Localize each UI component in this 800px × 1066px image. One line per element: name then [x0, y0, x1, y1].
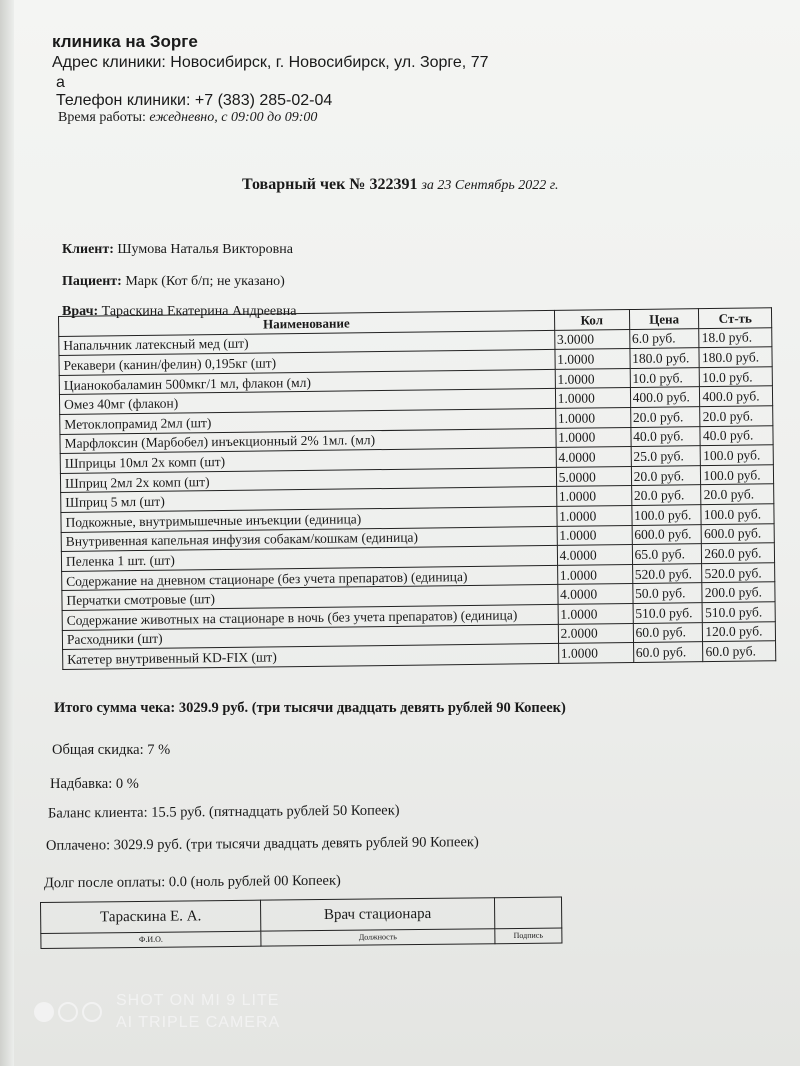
item-qty-cell: 1.0000	[558, 603, 633, 624]
watermark-text	[116, 990, 280, 1034]
item-sum-cell: 100.0 руб.	[701, 465, 774, 485]
doctor-label: Врач:	[62, 304, 99, 319]
position-caption: Должность	[261, 929, 495, 946]
item-qty-cell: 1.0000	[558, 643, 633, 664]
item-qty-cell: 1.0000	[557, 525, 632, 546]
patient-label: Пациент:	[62, 274, 122, 289]
markup-line: Надбавка: 0 %	[50, 776, 139, 792]
item-qty-cell: 5.0000	[556, 466, 631, 487]
item-price-cell: 100.0 руб.	[632, 505, 702, 525]
item-name-cell: Метоклопрамид 2мл (шт)	[60, 408, 556, 434]
signer-name: Тараскина Е. А.	[41, 900, 261, 933]
item-price-cell: 10.0 руб.	[630, 367, 700, 387]
item-price-cell: 600.0 руб.	[632, 524, 702, 544]
patient-name: Марк (Кот б/п; не указано)	[125, 274, 285, 289]
item-qty-cell: 1.0000	[556, 486, 631, 507]
patient-line	[62, 274, 285, 290]
doctor-name: Тараскина Екатерина Андреевна	[101, 304, 297, 319]
item-price-cell: 510.0 руб.	[633, 603, 703, 623]
total-amount: Итого сумма чека: 3029.9 руб. (три тысячи двадцать девять рублей 90 Копеек)	[54, 700, 566, 716]
item-qty-cell: 1.0000	[557, 505, 632, 526]
name-caption: Ф.И.О.	[41, 931, 261, 948]
item-qty-cell: 1.0000	[556, 427, 631, 448]
item-qty-cell: 1.0000	[557, 564, 632, 585]
item-sum-cell: 100.0 руб.	[701, 445, 774, 465]
item-name-cell: Шприц 2мл 2х комп (шт)	[60, 467, 556, 493]
discount-line: Общая скидка: 7 %	[52, 742, 171, 758]
watermark-line-2: AI TRIPLE CAMERA	[116, 1014, 281, 1031]
item-sum-cell: 100.0 руб.	[701, 504, 774, 524]
item-price-cell: 6.0 руб.	[629, 328, 699, 348]
hours-label: Время работы:	[58, 110, 146, 125]
clinic-name: клиника на Зорге	[52, 32, 198, 51]
hours-value: ежедневно, с 09:00 до 09:00	[149, 110, 318, 125]
item-sum-cell: 510.0 руб.	[702, 602, 775, 622]
signer-signature	[494, 897, 562, 929]
item-qty-cell: 1.0000	[555, 349, 630, 370]
item-name-cell: Шприц 5 мл (шт)	[61, 487, 557, 513]
item-qty-cell: 4.0000	[556, 447, 631, 468]
header-sum: Ст-ть	[699, 308, 772, 328]
receipt-date: за 23 Сентябрь 2022 г.	[421, 178, 559, 193]
camera-dots-icon	[34, 1002, 102, 1022]
item-name-cell: Перчатки смотровые (шт)	[62, 585, 558, 611]
item-sum-cell: 400.0 руб.	[700, 386, 773, 406]
item-name-cell: Напальчник латексный мед (шт)	[59, 330, 555, 356]
item-sum-cell: 600.0 руб.	[701, 523, 774, 543]
item-name-cell: Содержание животных на стационаре в ночь (без учета препаратов) (единица)	[62, 604, 558, 630]
item-sum-cell: 260.0 руб.	[702, 543, 775, 563]
dot-ring-icon	[58, 1002, 78, 1022]
clinic-phone: Телефон клиники: +7 (383) 285-02-04	[56, 92, 333, 109]
item-price-cell: 65.0 руб.	[632, 544, 702, 564]
item-qty-cell: 4.0000	[557, 584, 632, 605]
item-sum-cell: 20.0 руб.	[700, 406, 773, 426]
item-price-cell: 60.0 руб.	[633, 642, 703, 662]
item-name-cell: Содержание на дневном стационаре (без учета препаратов) (единица)	[62, 565, 558, 591]
header-price: Цена	[629, 309, 699, 329]
item-sum-cell: 120.0 руб.	[703, 621, 776, 641]
item-name-cell: Катетер внутривенный KD-FIX (шт)	[63, 644, 559, 670]
item-sum-cell: 20.0 руб.	[701, 484, 774, 504]
item-price-cell: 40.0 руб.	[631, 426, 701, 446]
item-sum-cell: 18.0 руб.	[699, 327, 772, 347]
header-name: Наименование	[59, 310, 555, 336]
camera-watermark	[34, 990, 280, 1034]
item-qty-cell: 3.0000	[554, 329, 629, 350]
item-name-cell: Рекавери (канин/фелин) 0,195кг (шт)	[59, 350, 555, 376]
item-qty-cell: 2.0000	[558, 623, 633, 644]
item-name-cell: Шприцы 10мл 2х комп (шт)	[60, 448, 556, 474]
dot-filled-icon	[34, 1002, 54, 1022]
item-name-cell: Марфлоксин (Марбобел) инъекционный 2% 1мл. (мл)	[60, 428, 556, 454]
header-qty: Кол	[554, 310, 629, 331]
paper-edge-shadow	[0, 0, 14, 1066]
signer-position: Врач стационара	[261, 898, 495, 931]
item-name-cell: Цианокобаламин 500мкг/1 мл, флакон (мл)	[59, 369, 555, 395]
client-label: Клиент:	[62, 242, 114, 257]
item-price-cell: 520.0 руб.	[632, 563, 702, 583]
balance-line: Баланс клиента: 15.5 руб. (пятнадцать рублей 50 Копеек)	[47, 802, 400, 822]
total-line	[54, 700, 566, 717]
item-name-cell: Подкожные, внутримышечные инъекции (единица)	[61, 506, 557, 532]
item-qty-cell: 1.0000	[555, 407, 630, 428]
item-name-cell: Омез 40мг (флакон)	[59, 389, 555, 415]
item-price-cell: 20.0 руб.	[631, 465, 701, 485]
item-sum-cell: 60.0 руб.	[703, 641, 776, 661]
client-name: Шумова Наталья Викторовна	[117, 242, 293, 257]
item-price-cell: 20.0 руб.	[631, 485, 701, 505]
item-name-cell: Внутривенная капельная инфузия собакам/кошкам (единица)	[61, 526, 557, 552]
items-table	[58, 307, 776, 669]
clinic-address: Адрес клиники: Новосибирск, г. Новосибирск, ул. Зорге, 77	[52, 54, 489, 71]
watermark-line-1: SHOT ON MI 9 LITE	[116, 992, 280, 1009]
item-sum-cell: 40.0 руб.	[700, 425, 773, 445]
client-line	[62, 242, 293, 258]
item-name-cell: Расходники (шт)	[62, 624, 558, 650]
receipt-title	[242, 176, 559, 194]
item-name-cell: Пеленка 1 шт. (шт)	[61, 546, 557, 572]
debt-line: Долг после оплаты: 0.0 (ноль рублей 00 Копеек)	[43, 872, 341, 892]
item-price-cell: 60.0 руб.	[633, 622, 703, 642]
item-price-cell: 180.0 руб.	[630, 348, 700, 368]
item-qty-cell: 4.0000	[557, 545, 632, 566]
item-sum-cell: 200.0 руб.	[702, 582, 775, 602]
clinic-hours	[58, 110, 317, 126]
item-sum-cell: 180.0 руб.	[699, 347, 772, 367]
item-price-cell: 50.0 руб.	[632, 583, 702, 603]
item-qty-cell: 1.0000	[555, 368, 630, 389]
item-price-cell: 25.0 руб.	[631, 446, 701, 466]
signature-table	[40, 897, 562, 949]
signature-caption: Подпись	[495, 928, 562, 944]
clinic-address-continuation: а	[56, 74, 65, 91]
item-qty-cell: 1.0000	[555, 388, 630, 409]
paid-line: Оплачено: 3029.9 руб. (три тысячи двадцать девять рублей 90 Копеек)	[45, 834, 479, 854]
dot-ring-icon	[82, 1002, 102, 1022]
item-sum-cell: 520.0 руб.	[702, 562, 775, 582]
item-price-cell: 20.0 руб.	[630, 407, 700, 427]
item-sum-cell: 10.0 руб.	[700, 367, 773, 387]
item-price-cell: 400.0 руб.	[630, 387, 700, 407]
receipt-number: Товарный чек № 322391	[242, 176, 418, 193]
